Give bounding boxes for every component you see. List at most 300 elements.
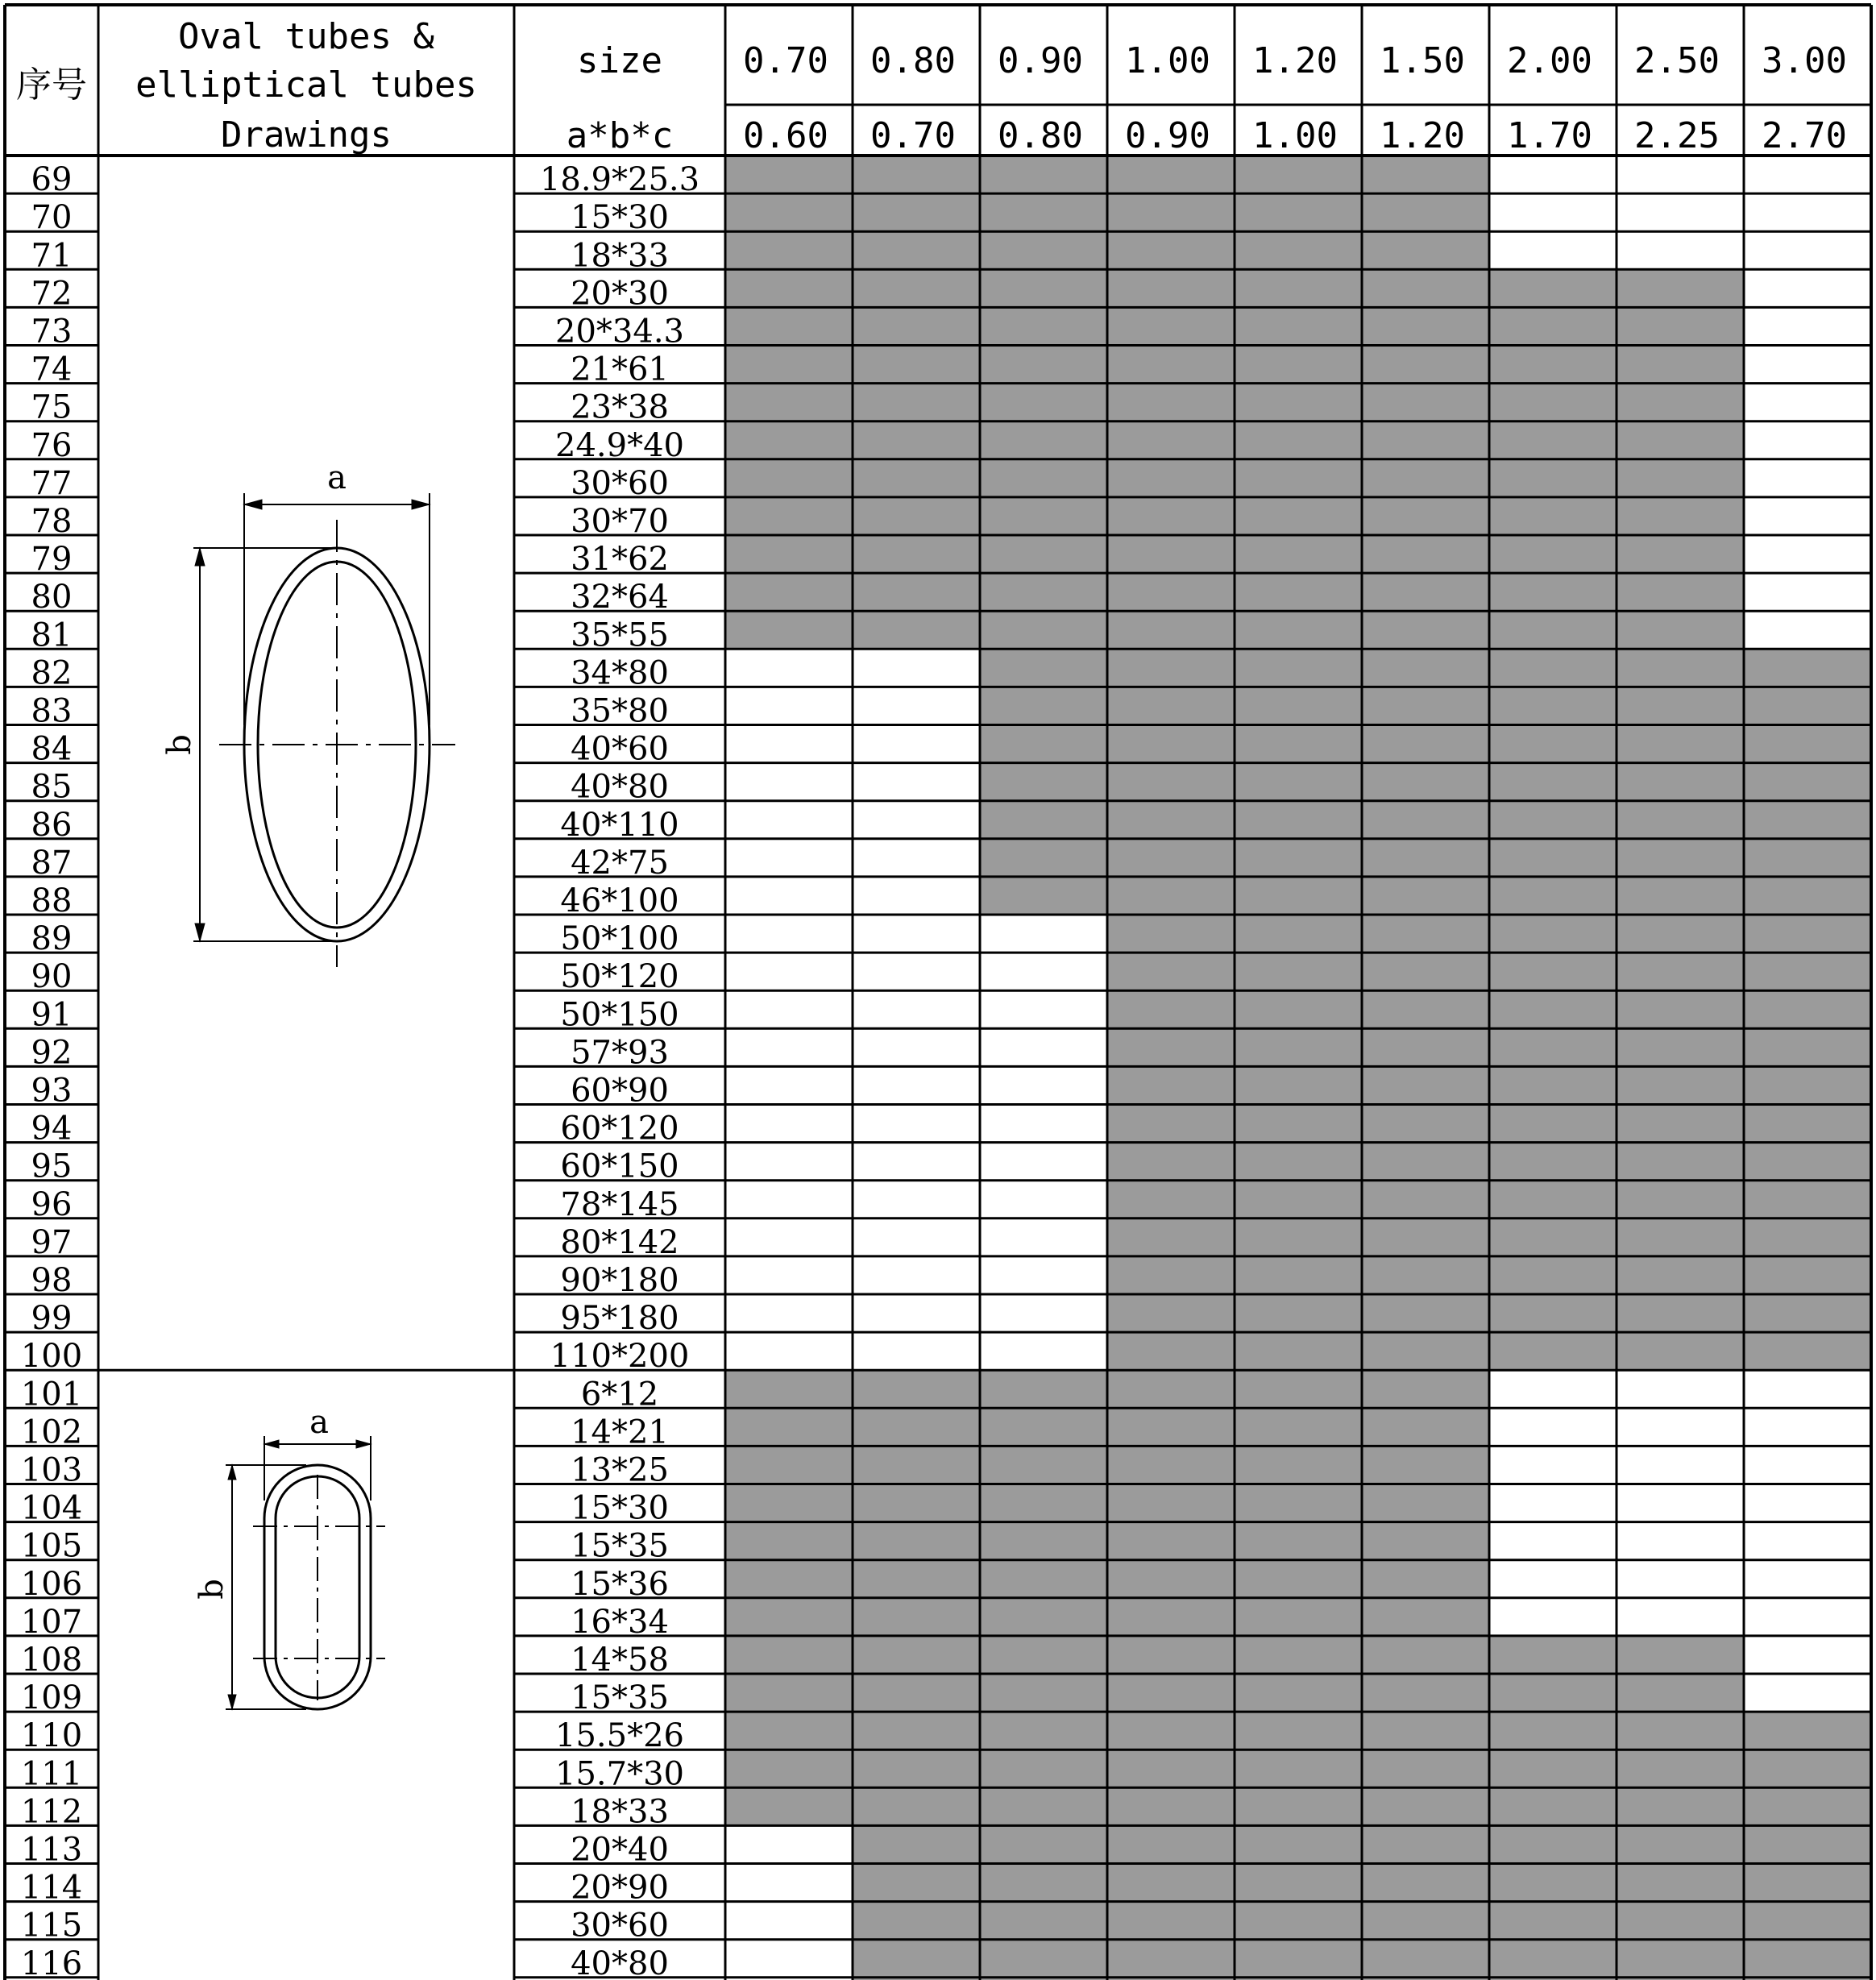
- row-size: 15*35: [571, 1679, 669, 1717]
- unavailable-cell: [725, 801, 853, 839]
- available-cell: [1362, 193, 1489, 231]
- available-cell: [1107, 1522, 1235, 1560]
- thickness-header-top: 0.80: [870, 40, 956, 81]
- unavailable-cell: [1744, 1446, 1871, 1484]
- unavailable-cell: [725, 687, 853, 724]
- unavailable-cell: [1489, 1446, 1617, 1484]
- row-size: 40*110: [560, 806, 679, 844]
- available-cell: [980, 763, 1107, 801]
- row-number: 70: [31, 199, 73, 237]
- available-cell: [980, 1674, 1107, 1712]
- available-cell: [725, 1598, 853, 1636]
- row-size: 60*150: [560, 1148, 679, 1185]
- available-cell: [725, 346, 853, 384]
- available-cell: [1744, 1066, 1871, 1104]
- unavailable-cell: [1744, 535, 1871, 573]
- available-cell: [1617, 1105, 1744, 1143]
- row-number: 90: [31, 958, 73, 996]
- available-cell: [1744, 649, 1871, 687]
- available-cell: [1107, 763, 1235, 801]
- unavailable-cell: [725, 1256, 853, 1294]
- available-cell: [1107, 1066, 1235, 1104]
- available-cell: [980, 231, 1107, 269]
- row-number: 91: [31, 996, 73, 1034]
- available-cell: [1362, 1446, 1489, 1484]
- available-cell: [1617, 307, 1744, 345]
- unavailable-cell: [1744, 1522, 1871, 1560]
- available-cell: [1235, 497, 1362, 535]
- available-cell: [725, 497, 853, 535]
- available-cell: [1235, 1143, 1362, 1181]
- row-size: 15.7*30: [555, 1755, 684, 1793]
- row-size: 50*120: [560, 958, 679, 996]
- available-cell: [1235, 1105, 1362, 1143]
- unavailable-cell: [725, 1066, 853, 1104]
- available-cell: [1362, 839, 1489, 877]
- unavailable-cell: [725, 1864, 853, 1902]
- row-number: 111: [20, 1755, 83, 1793]
- available-cell: [980, 156, 1107, 193]
- available-cell: [853, 1864, 980, 1902]
- row-size: 20*40: [571, 1831, 669, 1869]
- available-cell: [1362, 1712, 1489, 1750]
- available-cell: [853, 1825, 980, 1863]
- unavailable-cell: [853, 1105, 980, 1143]
- available-cell: [1489, 1750, 1617, 1787]
- available-cell: [1235, 611, 1362, 649]
- row-size: 14*21: [571, 1413, 669, 1451]
- available-cell: [1107, 801, 1235, 839]
- unavailable-cell: [853, 687, 980, 724]
- available-cell: [1489, 1105, 1617, 1143]
- unavailable-cell: [1744, 1484, 1871, 1522]
- available-cell: [1489, 1294, 1617, 1332]
- available-cell: [853, 1636, 980, 1674]
- available-cell: [1489, 990, 1617, 1028]
- available-cell: [1362, 1674, 1489, 1712]
- available-cell: [1489, 573, 1617, 611]
- available-cell: [980, 611, 1107, 649]
- available-cell: [1489, 725, 1617, 763]
- available-cell: [1617, 384, 1744, 421]
- unavailable-cell: [725, 1332, 853, 1370]
- row-number: 73: [31, 313, 73, 351]
- row-number: 99: [31, 1300, 73, 1338]
- available-cell: [1107, 687, 1235, 724]
- unavailable-cell: [1489, 1598, 1617, 1636]
- available-cell: [1107, 1181, 1235, 1218]
- available-cell: [1362, 1408, 1489, 1446]
- row-number: 105: [20, 1527, 83, 1565]
- available-cell: [1744, 1902, 1871, 1940]
- available-cell: [725, 535, 853, 573]
- available-cell: [980, 1787, 1107, 1825]
- thickness-header-top: 2.50: [1634, 40, 1720, 81]
- available-cell: [1617, 801, 1744, 839]
- available-cell: [1744, 1105, 1871, 1143]
- available-cell: [1362, 1181, 1489, 1218]
- available-cell: [1489, 535, 1617, 573]
- available-cell: [1617, 725, 1744, 763]
- available-cell: [1235, 1522, 1362, 1560]
- row-number: 86: [31, 806, 73, 844]
- row-number: 81: [31, 616, 73, 654]
- available-cell: [1362, 1750, 1489, 1787]
- available-cell: [1235, 1902, 1362, 1940]
- available-cell: [980, 269, 1107, 307]
- unavailable-cell: [1744, 269, 1871, 307]
- available-cell: [1235, 953, 1362, 990]
- available-cell: [1744, 1712, 1871, 1750]
- available-cell: [1107, 1294, 1235, 1332]
- available-cell: [1235, 1370, 1362, 1408]
- available-cell: [1617, 1712, 1744, 1750]
- row-size: 95*180: [560, 1300, 679, 1338]
- unavailable-cell: [725, 1902, 853, 1940]
- available-cell: [1617, 877, 1744, 915]
- available-cell: [1235, 1825, 1362, 1863]
- unavailable-cell: [980, 915, 1107, 953]
- unavailable-cell: [725, 1940, 853, 1978]
- available-cell: [1489, 346, 1617, 384]
- available-cell: [853, 384, 980, 421]
- unavailable-cell: [853, 1028, 980, 1066]
- dimension-a-label: a: [327, 459, 347, 496]
- unavailable-cell: [725, 1181, 853, 1218]
- available-cell: [1235, 535, 1362, 573]
- available-cell: [725, 1712, 853, 1750]
- unavailable-cell: [980, 1028, 1107, 1066]
- available-cell: [1107, 1408, 1235, 1446]
- row-size: 14*58: [571, 1642, 669, 1679]
- available-cell: [1107, 231, 1235, 269]
- row-size: 31*62: [571, 541, 669, 579]
- unavailable-cell: [980, 1332, 1107, 1370]
- row-number: 112: [20, 1793, 83, 1831]
- unavailable-cell: [1617, 1408, 1744, 1446]
- thickness-header-bottom: 1.70: [1507, 115, 1592, 156]
- unavailable-cell: [1744, 1560, 1871, 1598]
- available-cell: [725, 573, 853, 611]
- unavailable-cell: [1617, 1370, 1744, 1408]
- unavailable-cell: [725, 649, 853, 687]
- available-cell: [1489, 307, 1617, 345]
- unavailable-cell: [980, 1181, 1107, 1218]
- unavailable-cell: [853, 877, 980, 915]
- available-cell: [853, 1674, 980, 1712]
- available-cell: [1489, 1825, 1617, 1863]
- available-cell: [1744, 877, 1871, 915]
- row-number: 109: [20, 1679, 83, 1717]
- available-cell: [725, 269, 853, 307]
- available-cell: [1107, 1256, 1235, 1294]
- available-cell: [853, 1370, 980, 1408]
- row-number: 98: [31, 1262, 73, 1299]
- size-column-header: size: [577, 40, 662, 81]
- available-cell: [980, 1560, 1107, 1598]
- available-cell: [1489, 1218, 1617, 1256]
- available-cell: [1617, 1787, 1744, 1825]
- available-cell: [1235, 459, 1362, 497]
- thickness-header-bottom: 2.25: [1634, 115, 1720, 156]
- available-cell: [1107, 1598, 1235, 1636]
- unavailable-cell: [1744, 346, 1871, 384]
- unavailable-cell: [1744, 573, 1871, 611]
- available-cell: [1489, 421, 1617, 459]
- available-cell: [980, 649, 1107, 687]
- row-number: 87: [31, 844, 73, 882]
- available-cell: [1744, 1787, 1871, 1825]
- available-cell: [1617, 497, 1744, 535]
- thickness-header-bottom: 0.70: [870, 115, 956, 156]
- unavailable-cell: [1744, 1636, 1871, 1674]
- row-size: 18.9*25.3: [539, 161, 700, 199]
- available-cell: [853, 497, 980, 535]
- available-cell: [1235, 1028, 1362, 1066]
- available-cell: [1235, 839, 1362, 877]
- row-number: 83: [31, 692, 73, 730]
- available-cell: [725, 156, 853, 193]
- available-cell: [1235, 1332, 1362, 1370]
- row-number: 107: [20, 1603, 83, 1641]
- available-cell: [1235, 877, 1362, 915]
- available-cell: [1744, 1332, 1871, 1370]
- unavailable-cell: [853, 953, 980, 990]
- available-cell: [1489, 763, 1617, 801]
- available-cell: [1107, 1560, 1235, 1598]
- unavailable-cell: [853, 1218, 980, 1256]
- available-cell: [1362, 1218, 1489, 1256]
- available-cell: [1107, 611, 1235, 649]
- available-cell: [1489, 497, 1617, 535]
- unavailable-cell: [980, 1066, 1107, 1104]
- row-size: 18*33: [571, 1793, 669, 1831]
- unavailable-cell: [980, 1256, 1107, 1294]
- available-cell: [1107, 1750, 1235, 1787]
- available-cell: [1235, 1560, 1362, 1598]
- available-cell: [725, 1484, 853, 1522]
- available-cell: [1107, 1787, 1235, 1825]
- unavailable-cell: [1744, 384, 1871, 421]
- available-cell: [853, 156, 980, 193]
- row-size: 80*142: [560, 1223, 679, 1261]
- available-cell: [1617, 763, 1744, 801]
- available-cell: [1235, 1408, 1362, 1446]
- available-cell: [725, 1446, 853, 1484]
- thickness-header-bottom: 2.70: [1762, 115, 1847, 156]
- available-cell: [1489, 611, 1617, 649]
- thickness-header-top: 1.20: [1252, 40, 1338, 81]
- available-cell: [1744, 801, 1871, 839]
- available-cell: [1107, 953, 1235, 990]
- row-size: 30*60: [571, 1907, 669, 1945]
- unavailable-cell: [725, 953, 853, 990]
- unavailable-cell: [980, 1294, 1107, 1332]
- row-size: 30*70: [571, 503, 669, 540]
- available-cell: [1489, 1712, 1617, 1750]
- available-cell: [1617, 1028, 1744, 1066]
- available-cell: [1362, 611, 1489, 649]
- available-cell: [1362, 1256, 1489, 1294]
- unavailable-cell: [980, 953, 1107, 990]
- thickness-header-top: 2.00: [1507, 40, 1592, 81]
- available-cell: [1362, 1370, 1489, 1408]
- row-number: 69: [31, 161, 73, 199]
- available-cell: [1362, 1522, 1489, 1560]
- unavailable-cell: [725, 1028, 853, 1066]
- available-cell: [1235, 1066, 1362, 1104]
- available-cell: [1107, 839, 1235, 877]
- row-size: 34*80: [571, 654, 669, 692]
- available-cell: [1235, 1787, 1362, 1825]
- available-cell: [1107, 1674, 1235, 1712]
- available-cell: [1235, 1712, 1362, 1750]
- unavailable-cell: [725, 763, 853, 801]
- row-size: 35*80: [571, 692, 669, 730]
- row-number: 100: [20, 1338, 83, 1376]
- available-cell: [1489, 1256, 1617, 1294]
- available-cell: [853, 421, 980, 459]
- available-cell: [1362, 1105, 1489, 1143]
- available-cell: [725, 1522, 853, 1560]
- available-cell: [1744, 763, 1871, 801]
- available-cell: [1617, 1332, 1744, 1370]
- available-cell: [853, 193, 980, 231]
- unavailable-cell: [1489, 1484, 1617, 1522]
- row-size: 90*180: [560, 1262, 679, 1299]
- available-cell: [1744, 839, 1871, 877]
- available-cell: [1489, 1787, 1617, 1825]
- row-number: 75: [31, 388, 73, 426]
- available-cell: [1362, 953, 1489, 990]
- unavailable-cell: [725, 990, 853, 1028]
- available-cell: [980, 1750, 1107, 1787]
- available-cell: [1617, 421, 1744, 459]
- available-cell: [1617, 1940, 1744, 1978]
- row-number: 108: [20, 1642, 83, 1679]
- unavailable-cell: [725, 1218, 853, 1256]
- row-number: 85: [31, 768, 73, 806]
- available-cell: [980, 1940, 1107, 1978]
- available-cell: [1362, 156, 1489, 193]
- row-size: 110*200: [550, 1338, 690, 1376]
- available-cell: [853, 1560, 980, 1598]
- thickness-header-bottom: 0.60: [743, 115, 828, 156]
- available-cell: [1362, 1143, 1489, 1181]
- available-cell: [1617, 649, 1744, 687]
- available-cell: [1107, 307, 1235, 345]
- thickness-header-bottom: 1.20: [1380, 115, 1465, 156]
- available-cell: [853, 1750, 980, 1787]
- available-cell: [1617, 346, 1744, 384]
- available-cell: [1617, 1143, 1744, 1181]
- available-cell: [1744, 1218, 1871, 1256]
- thickness-header-top: 0.70: [743, 40, 828, 81]
- unavailable-cell: [853, 1066, 980, 1104]
- unavailable-cell: [1617, 231, 1744, 269]
- row-number: 74: [31, 351, 73, 388]
- unavailable-cell: [725, 877, 853, 915]
- row-size: 30*60: [571, 464, 669, 502]
- available-cell: [1107, 1864, 1235, 1902]
- available-cell: [1489, 269, 1617, 307]
- available-cell: [980, 1902, 1107, 1940]
- available-cell: [1107, 1143, 1235, 1181]
- available-cell: [1617, 573, 1744, 611]
- available-cell: [1362, 763, 1489, 801]
- unavailable-cell: [1744, 231, 1871, 269]
- available-cell: [1489, 687, 1617, 724]
- available-cell: [1107, 1902, 1235, 1940]
- thickness-header-top: 1.00: [1125, 40, 1210, 81]
- available-cell: [1744, 1143, 1871, 1181]
- available-cell: [1362, 1825, 1489, 1863]
- available-cell: [1617, 915, 1744, 953]
- available-cell: [1744, 1864, 1871, 1902]
- available-cell: [1235, 1181, 1362, 1218]
- available-cell: [980, 687, 1107, 724]
- available-cell: [1235, 1256, 1362, 1294]
- available-cell: [1235, 573, 1362, 611]
- available-cell: [1744, 1294, 1871, 1332]
- row-size: 15*30: [571, 1489, 669, 1527]
- available-cell: [1107, 421, 1235, 459]
- unavailable-cell: [1744, 421, 1871, 459]
- available-cell: [1489, 877, 1617, 915]
- available-cell: [725, 1408, 853, 1446]
- row-size: 20*34.3: [555, 313, 684, 351]
- unavailable-cell: [853, 1256, 980, 1294]
- available-cell: [1107, 877, 1235, 915]
- unavailable-cell: [1617, 1598, 1744, 1636]
- row-number: 94: [31, 1110, 73, 1148]
- unavailable-cell: [853, 1332, 980, 1370]
- unavailable-cell: [725, 1294, 853, 1332]
- unavailable-cell: [1744, 1370, 1871, 1408]
- available-cell: [980, 346, 1107, 384]
- available-cell: [1235, 649, 1362, 687]
- available-cell: [1489, 1940, 1617, 1978]
- thickness-header-bottom: 1.00: [1252, 115, 1338, 156]
- available-cell: [1107, 497, 1235, 535]
- available-cell: [1362, 1787, 1489, 1825]
- available-cell: [1235, 156, 1362, 193]
- available-cell: [1617, 1750, 1744, 1787]
- available-cell: [1235, 1864, 1362, 1902]
- unavailable-cell: [853, 1143, 980, 1181]
- available-cell: [1362, 687, 1489, 724]
- available-cell: [1362, 269, 1489, 307]
- available-cell: [1489, 384, 1617, 421]
- available-cell: [1489, 953, 1617, 990]
- available-cell: [1617, 611, 1744, 649]
- unavailable-cell: [853, 1294, 980, 1332]
- row-size: 21*61: [571, 351, 669, 388]
- row-size: 40*80: [571, 1945, 669, 1980]
- row-number: 102: [20, 1413, 83, 1451]
- available-cell: [1107, 1218, 1235, 1256]
- row-size: 6*12: [580, 1376, 659, 1413]
- unavailable-cell: [1744, 459, 1871, 497]
- available-cell: [1107, 1105, 1235, 1143]
- available-cell: [1107, 1370, 1235, 1408]
- available-cell: [980, 877, 1107, 915]
- row-number: 84: [31, 730, 73, 768]
- available-cell: [980, 421, 1107, 459]
- available-cell: [1235, 1940, 1362, 1978]
- available-cell: [1107, 346, 1235, 384]
- available-cell: [725, 1636, 853, 1674]
